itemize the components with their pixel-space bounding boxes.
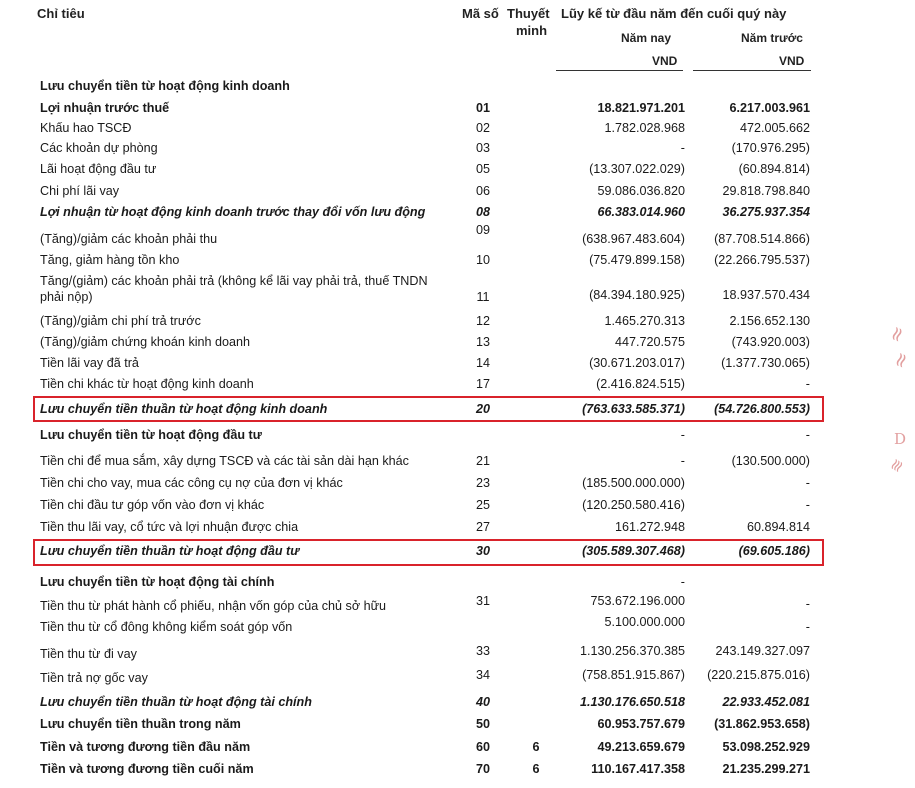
row-label: Tiền chi khác từ hoạt động kinh doanh	[40, 377, 254, 391]
row-code: 20	[475, 402, 490, 416]
row-current: (30.671.203.017)	[589, 356, 685, 370]
row-current: 161.272.948	[614, 520, 685, 534]
row-code: 12	[475, 314, 490, 328]
table-row	[0, 101, 909, 119]
row-current: 66.383.014.960	[597, 205, 685, 219]
row-code: 06	[475, 184, 490, 198]
table-row	[0, 762, 909, 780]
header-note-line1: Thuyết	[507, 6, 550, 21]
row-code: 17	[475, 377, 490, 391]
row-current: (84.394.180.925)	[589, 288, 685, 302]
row-current: 447.720.575	[614, 335, 685, 349]
unit-prior: VND	[779, 54, 805, 68]
row-note: 6	[532, 762, 540, 776]
row-prior: -	[805, 597, 810, 611]
table-row	[0, 121, 909, 139]
row-prior: 472.005.662	[739, 121, 810, 135]
row-label: (Tăng)/giảm chứng khoán kinh doanh	[40, 335, 251, 349]
row-current: (185.500.000.000)	[582, 476, 685, 490]
row-code: 09	[475, 223, 490, 237]
row-label: Lưu chuyển tiền thuần từ hoạt động tài chính	[40, 695, 312, 709]
row-label: Tiền và tương đương tiền cuối năm	[40, 762, 254, 776]
table-row	[0, 141, 909, 159]
stamp-fragment-icon: ≋	[885, 454, 909, 477]
table-row	[0, 184, 909, 202]
row-current: 60.953.757.679	[597, 717, 685, 731]
table-row	[0, 377, 909, 395]
row-current: 59.086.036.820	[597, 184, 685, 198]
row-code: 03	[475, 141, 490, 155]
row-code: 02	[475, 121, 490, 135]
row-prior: (170.976.295)	[731, 141, 810, 155]
row-label: (Tăng)/giảm các khoản phải thu	[40, 232, 218, 246]
row-code: 50	[475, 717, 490, 731]
row-prior: (87.708.514.866)	[714, 232, 810, 246]
header-period-group: Lũy kế từ đầu năm đến cuối quý này	[561, 6, 787, 21]
row-code: 13	[475, 335, 490, 349]
row-code: 27	[475, 520, 490, 534]
row-current: (13.307.022.029)	[589, 162, 685, 176]
unit-current: VND	[652, 54, 678, 68]
row-current: 18.821.971.201	[597, 101, 685, 115]
row-current: -	[680, 575, 685, 589]
row-label: Lưu chuyển tiền thuần từ hoạt động đầu tư	[40, 544, 300, 558]
row-current: (763.633.585.371)	[582, 402, 685, 416]
row-code: 34	[475, 668, 490, 682]
row-code: 40	[475, 695, 490, 709]
row-prior: -	[805, 620, 810, 634]
row-current: 1.465.270.313	[604, 314, 685, 328]
table-row	[0, 695, 909, 713]
table-row	[0, 717, 909, 735]
row-current: (120.250.580.416)	[582, 498, 685, 512]
row-code: 14	[475, 356, 490, 370]
row-current: 5.100.000.000	[604, 615, 685, 629]
table-row	[0, 615, 909, 638]
row-current: (638.967.483.604)	[582, 232, 685, 246]
table-row	[0, 428, 909, 446]
row-prior: 243.149.327.097	[715, 644, 810, 658]
row-label: Tiền thu từ cổ đông không kiểm soát góp vốn	[40, 620, 293, 634]
row-prior: -	[805, 377, 810, 391]
row-prior: 29.818.798.840	[722, 184, 810, 198]
row-prior: (31.862.953.658)	[714, 717, 810, 731]
table-row	[0, 253, 909, 271]
row-note: 6	[532, 740, 540, 754]
row-prior: 36.275.937.354	[722, 205, 810, 219]
row-prior: 18.937.570.434	[722, 288, 810, 302]
row-code: 11	[476, 290, 490, 304]
row-label: Lưu chuyển tiền thuần từ hoạt động kinh doanh	[40, 402, 328, 416]
row-current: 110.167.417.358	[591, 762, 685, 776]
table-row	[0, 668, 909, 686]
row-code: 31	[475, 594, 490, 608]
table-row	[0, 476, 909, 494]
row-code: 21	[475, 454, 490, 468]
table-row	[0, 223, 909, 250]
row-label: Tiền thu từ đi vay	[40, 647, 137, 661]
row-code: 33	[475, 644, 490, 658]
row-prior: 53.098.252.929	[722, 740, 810, 754]
row-current: (305.589.307.468)	[582, 544, 685, 558]
row-label: Lưu chuyển tiền từ hoạt động đầu tư	[40, 428, 262, 442]
table-row	[0, 335, 909, 353]
highlight-investing-net-cash	[33, 539, 824, 566]
row-label-continued: phải nộp)	[40, 290, 93, 304]
row-code: 70	[475, 762, 490, 776]
table-row	[0, 162, 909, 180]
row-current: -	[680, 428, 685, 442]
row-code: 23	[475, 476, 490, 490]
row-current: 753.672.196.000	[590, 594, 685, 608]
row-prior: (60.894.814)	[738, 162, 810, 176]
rule-current	[556, 70, 683, 71]
row-label: Các khoản dự phòng	[40, 141, 158, 155]
row-prior: 6.217.003.961	[729, 101, 810, 115]
row-label: Lợi nhuận từ hoạt động kinh doanh trước thay đổi vốn lưu động	[40, 205, 426, 219]
row-label: Lưu chuyển tiền từ hoạt động tài chính	[40, 575, 275, 589]
row-label: Lãi hoạt động đầu tư	[40, 162, 157, 176]
table-row	[0, 454, 909, 472]
row-prior: 22.933.452.081	[722, 695, 810, 709]
rule-prior	[693, 70, 811, 71]
row-current: 1.130.256.370.385	[579, 644, 685, 658]
row-current: (75.479.899.158)	[589, 253, 685, 267]
row-label: Lưu chuyển tiền từ hoạt động kinh doanh	[40, 79, 290, 93]
row-label: Chi phí lãi vay	[40, 184, 120, 198]
stamp-fragment-icon: D	[894, 430, 907, 448]
row-prior: -	[805, 498, 810, 512]
row-label: Tăng/(giảm) các khoản phải trả (không kể lãi vay phải trả, thuế TNDN	[40, 274, 428, 288]
table-row	[0, 740, 909, 758]
row-label: Tăng, giảm hàng tồn kho	[40, 253, 180, 267]
row-label: Tiền thu lãi vay, cổ tức và lợi nhuận được chia	[40, 520, 299, 534]
row-label: Tiền chi đầu tư góp vốn vào đơn vị khác	[40, 498, 265, 512]
header-code: Mã số	[462, 6, 499, 21]
header-current-year: Năm nay	[621, 31, 672, 45]
table-row	[0, 498, 909, 516]
table-row	[0, 314, 909, 332]
row-label: Lưu chuyển tiền thuần trong năm	[40, 717, 241, 731]
row-current: 1.782.028.968	[604, 121, 685, 135]
row-code: 01	[475, 101, 490, 115]
row-code: 10	[475, 253, 490, 267]
row-label: Tiền chi cho vay, mua các công cụ nợ của đơn vị khác	[40, 476, 343, 490]
table-row	[0, 274, 909, 310]
row-prior: -	[805, 476, 810, 490]
row-current: (758.851.915.867)	[582, 668, 685, 682]
row-prior: -	[805, 428, 810, 442]
row-code: 25	[475, 498, 490, 512]
row-label: (Tăng)/giảm chi phí trả trước	[40, 314, 201, 328]
row-prior: (54.726.800.553)	[714, 402, 810, 416]
highlight-operating-net-cash	[33, 396, 824, 422]
row-label: Tiền lãi vay đã trả	[40, 356, 139, 370]
row-prior: (69.605.186)	[738, 544, 810, 558]
row-code: 30	[475, 544, 490, 558]
row-current: -	[680, 141, 685, 155]
row-current: 1.130.176.650.518	[579, 695, 685, 709]
row-prior: (1.377.730.065)	[721, 356, 810, 370]
row-current: 49.213.659.679	[597, 740, 685, 754]
row-prior: (22.266.795.537)	[714, 253, 810, 267]
row-label: Lợi nhuận trước thuế	[40, 101, 170, 115]
table-row	[0, 644, 909, 662]
stamp-fragment-icon: ≈	[882, 322, 911, 346]
table-row	[0, 594, 909, 615]
row-label: Tiền thu từ phát hành cổ phiếu, nhận vốn góp của chủ sở hữu	[40, 599, 387, 613]
row-code: 05	[475, 162, 490, 176]
row-prior: 60.894.814	[746, 520, 810, 534]
row-prior: 21.235.299.271	[722, 762, 810, 776]
row-current: -	[680, 454, 685, 468]
table-row	[0, 520, 909, 538]
table-row	[0, 356, 909, 374]
row-prior: (220.215.875.016)	[707, 668, 810, 682]
row-code: 60	[475, 740, 490, 754]
row-code: 08	[475, 205, 490, 219]
row-label: Tiền và tương đương tiền đầu năm	[40, 740, 251, 754]
row-prior: (130.500.000)	[731, 454, 810, 468]
table-row	[0, 575, 909, 593]
stamp-fragment-icon: ≈	[886, 348, 915, 372]
header-prior-year: Năm trước	[741, 31, 803, 45]
row-prior: (743.920.003)	[731, 335, 810, 349]
row-current: (2.416.824.515)	[596, 377, 685, 391]
header-note-line2: minh	[516, 23, 548, 38]
table-row	[0, 205, 909, 223]
header-indicator: Chỉ tiêu	[37, 6, 85, 21]
row-label: Khấu hao TSCĐ	[40, 121, 132, 135]
row-label: Tiền chi để mua sắm, xây dựng TSCĐ và các tài sản dài hạn khác	[40, 454, 409, 468]
row-label: Tiền trả nợ gốc vay	[40, 671, 148, 685]
table-row	[0, 79, 909, 97]
row-prior: 2.156.652.130	[729, 314, 810, 328]
